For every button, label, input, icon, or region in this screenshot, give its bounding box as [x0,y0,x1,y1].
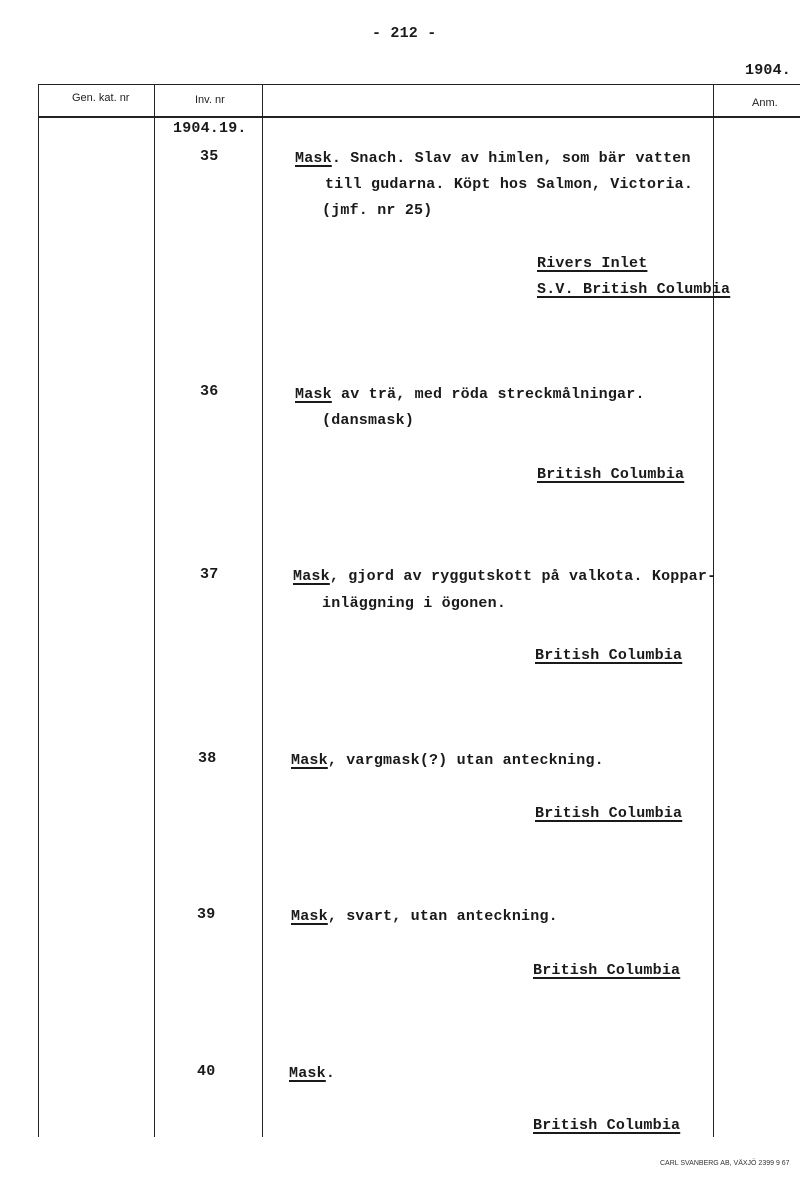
entry-text-line [293,568,716,585]
entry-text: . [325,1065,336,1082]
entry-place: British Columbia [535,805,683,822]
inv-number: 38 [198,750,217,767]
column-header-inv: Inv. nr [195,94,225,106]
entry-text-line [291,908,558,925]
entry-text-line: (jmf. nr 25) [322,202,433,219]
entry-text: , svart, utan anteckning. [327,908,558,925]
entry-place: British Columbia [537,466,685,483]
entry-text-line [295,150,691,167]
entry-text-line [291,752,604,769]
entry-place: Rivers Inlet [537,255,648,272]
entry-head: Mask [291,908,328,925]
inv-number: 37 [200,566,219,583]
entry-text-line: inläggning i ögonen. [322,595,507,612]
entry-text-line: till gudarna. Köpt hos Salmon, Victoria. [325,176,694,193]
entry-head: Mask [291,752,328,769]
entry-head: Mask [293,568,330,585]
entry-place: British Columbia [535,647,683,664]
header-top-rule [38,84,800,85]
column-header-gen-kat: Gen. kat. nr [72,92,130,104]
entry-head: Mask [295,386,332,403]
inv-number: 36 [200,383,219,400]
header-bottom-rule [38,116,800,118]
column-divider-3 [713,84,714,1137]
column-header-anm: Anm. [752,97,778,109]
entry-head: Mask [289,1065,326,1082]
entry-text: . Snach. Slav av himlen, som bär vatten [331,150,691,167]
left-margin-rule [38,84,39,1137]
inv-number: 35 [200,148,219,165]
entry-place: British Columbia [533,962,681,979]
entry-text-line [289,1065,335,1082]
entry-text: , vargmask(?) utan anteckning. [327,752,604,769]
year-corner: 1904. [745,62,792,79]
column-divider-1 [154,84,155,1137]
printer-mark: CARL SVANBERG AB, VÄXJÖ 2399 9 67 [660,1160,790,1167]
entry-text: av trä, med röda streckmålningar. [331,386,645,403]
entry-text-line: (dansmask) [322,412,415,429]
entry-place: British Columbia [533,1117,681,1134]
entry-text: , gjord av ryggutskott på valkota. Koppar- [329,568,717,585]
column-divider-2 [262,84,263,1137]
entry-text-line [295,386,645,403]
entry-place: S.V. British Columbia [537,281,731,298]
entry-head: Mask [295,150,332,167]
inv-number: 39 [197,906,216,923]
series-prefix: 1904.19. [173,120,247,137]
page-number: - 212 - [372,25,437,42]
inv-number: 40 [197,1063,216,1080]
